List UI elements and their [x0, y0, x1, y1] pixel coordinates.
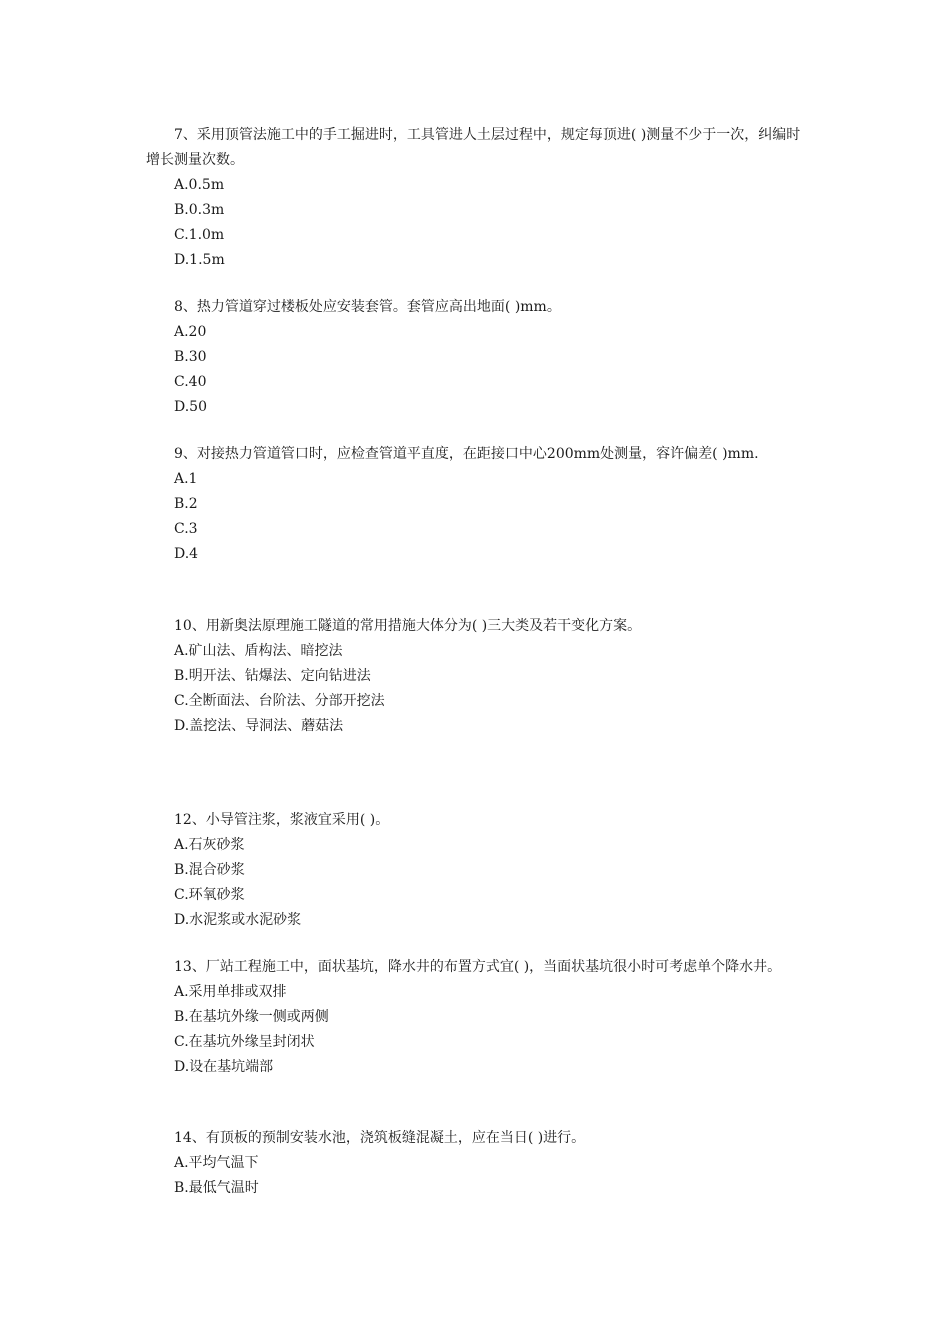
option-list	[146, 833, 810, 933]
option-list	[146, 467, 810, 567]
option-list	[146, 639, 810, 739]
option-d: D.1.5m	[174, 252, 225, 268]
question-13	[146, 955, 810, 1080]
option-c: C.40	[174, 374, 207, 390]
option-c: C.1.0m	[174, 227, 225, 243]
option-a: A.采用单排或双排	[174, 984, 287, 1000]
option-b: B.最低气温时	[174, 1180, 259, 1196]
option-b: B.明开法、钻爆法、定向钻进法	[174, 668, 371, 684]
option-a: A.矿山法、盾构法、暗挖法	[174, 643, 343, 659]
option-b: B.混合砂浆	[174, 862, 245, 878]
option-d: D.水泥浆或水泥砂浆	[174, 912, 302, 928]
question-9	[146, 442, 810, 567]
option-list	[146, 980, 810, 1080]
option-b: B.在基坑外缘一侧或两侧	[174, 1009, 329, 1025]
option-b: B.30	[174, 349, 207, 365]
option-c: C.全断面法、台阶法、分部开挖法	[174, 693, 385, 709]
question-stem: 12、小导管注浆，浆液宜采用( )。	[174, 812, 390, 828]
question-14	[146, 1126, 810, 1201]
option-c: C.环氧砂浆	[174, 887, 245, 903]
question-stem: 8、热力管道穿过楼板处应安装套管。套管应高出地面( )mm。	[174, 299, 561, 315]
question-7	[146, 123, 810, 273]
option-a: A.0.5m	[174, 177, 225, 193]
option-list	[146, 320, 810, 420]
option-d: D.50	[174, 399, 207, 415]
option-c: C.3	[174, 521, 198, 537]
option-a: A.平均气温下	[174, 1155, 259, 1171]
question-12	[146, 808, 810, 933]
question-stem: 9、对接热力管道管口时，应检查管道平直度，在距接口中心200mm处测量，容许偏差( )mm.	[174, 446, 759, 462]
option-d: D.盖挖法、导洞法、蘑菇法	[174, 718, 344, 734]
question-stem: 7、采用顶管法施工中的手工掘进时，工具管进人土层过程中，规定每顶进( )测量不少于一次，纠编时增长测量次数。	[146, 127, 801, 168]
option-a: A.石灰砂浆	[174, 837, 245, 853]
option-list	[146, 1151, 810, 1201]
question-stem: 14、有顶板的预制安装水池，浇筑板缝混凝土，应在当日( )进行。	[174, 1130, 586, 1146]
question-8	[146, 295, 810, 420]
option-d: D.设在基坑端部	[174, 1059, 274, 1075]
option-a: A.1	[174, 471, 198, 487]
option-b: B.2	[174, 496, 198, 512]
option-b: B.0.3m	[174, 202, 225, 218]
option-d: D.4	[174, 546, 199, 562]
option-list	[146, 173, 810, 273]
question-stem: 10、用新奥法原理施工隧道的常用措施大体分为( )三大类及若干变化方案。	[174, 618, 642, 634]
question-stem: 13、厂站工程施工中，面状基坑，降水井的布置方式宜( )，当面状基坑很小时可考虑单个降水井。	[174, 959, 782, 975]
option-c: C.在基坑外缘呈封闭状	[174, 1034, 315, 1050]
question-10	[146, 614, 810, 739]
option-a: A.20	[174, 324, 207, 340]
